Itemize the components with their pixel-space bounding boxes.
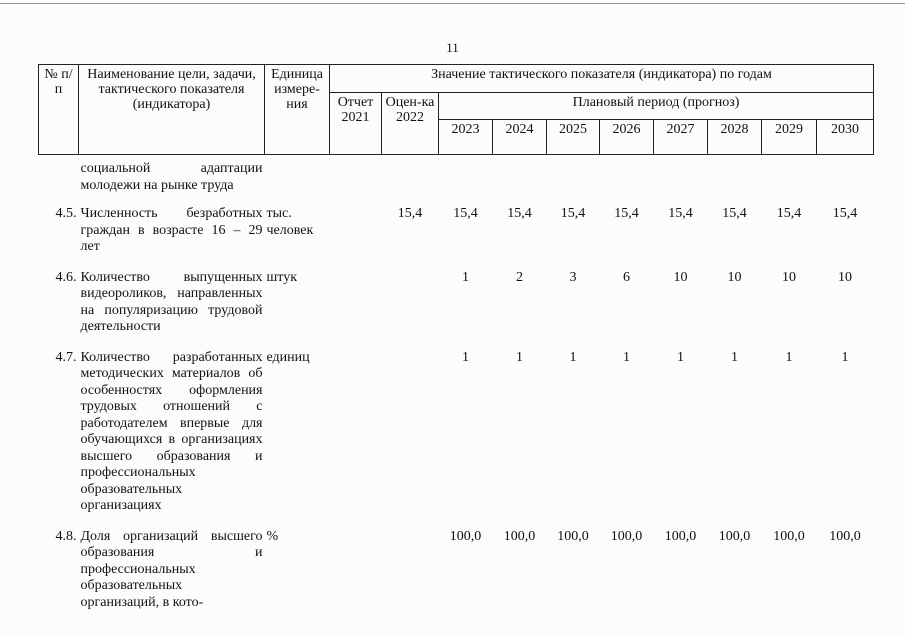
- table-row-continuation: [39, 155, 874, 207]
- header-year: 2028: [708, 120, 762, 155]
- report-2021-cell: [330, 529, 382, 626]
- header-year: 2024: [493, 120, 547, 155]
- value-cell: 1: [785, 349, 793, 365]
- value-cell: 1: [462, 349, 469, 365]
- value-cell: 1: [731, 349, 738, 365]
- value-cell: 10: [727, 269, 742, 285]
- table-row: [39, 206, 874, 270]
- row-number: 4.6.: [55, 269, 77, 285]
- header-estimate: Оцен-ка 2022: [382, 93, 439, 155]
- table-row: [39, 529, 874, 626]
- indicator-name: социальной адаптации молодежи на рынке труда: [80, 161, 263, 193]
- table-body: [39, 155, 874, 626]
- header-num: № п/п: [39, 65, 79, 155]
- header-plan: Плановый период (прогноз): [439, 93, 874, 120]
- header-report: Отчет 2021: [330, 93, 382, 155]
- value-cell: 100,0: [718, 528, 751, 544]
- table-row: [39, 350, 874, 529]
- estimate-2022-cell: [382, 270, 439, 350]
- table-header: [39, 65, 874, 155]
- estimate-2022-cell: [382, 350, 439, 529]
- value-cell: 15,4: [832, 206, 858, 221]
- indicator-table: [38, 64, 874, 625]
- header-unit: Единица измере-ния: [265, 65, 330, 155]
- table-row: [39, 270, 874, 350]
- value-cell: 100,0: [829, 528, 861, 544]
- value-cell: 1: [841, 349, 849, 365]
- value-cell: 10: [838, 269, 852, 285]
- scan-top-edge: [0, 3, 905, 4]
- indicator-name: Количество разработанных методических материалов об особенностях оформления трудовых отношений с работодателем впервые для обучающихся в организациях высшего образования и профессиональных образовательных организациях: [80, 349, 263, 513]
- value-cell: 15,4: [668, 206, 693, 221]
- value-cell: 10: [673, 269, 688, 285]
- header-year: 2029: [762, 120, 817, 155]
- value-cell: 100,0: [503, 528, 536, 544]
- value-cell: 100,0: [773, 528, 805, 544]
- value-cell: 100,0: [610, 528, 643, 544]
- value-cell: 15,4: [722, 206, 747, 221]
- value-cell: 100,0: [449, 528, 482, 544]
- value-cell: 100,0: [664, 528, 697, 544]
- report-2021-cell: [330, 206, 382, 270]
- header-year: 2026: [600, 120, 654, 155]
- unit-cell: %: [266, 528, 279, 544]
- row-number: 4.5.: [55, 206, 77, 221]
- unit-cell: единиц: [266, 349, 310, 365]
- unit-cell: тыс. человек: [266, 206, 314, 238]
- value-cell: 2: [516, 269, 523, 285]
- report-2021-cell: [330, 350, 382, 529]
- header-name: Наименование цели, задачи, тактического показателя (индикатора): [79, 65, 265, 155]
- value-cell: 15,4: [614, 206, 639, 221]
- header-year: 2030: [817, 120, 874, 155]
- unit-cell: штук: [266, 269, 298, 285]
- header-group: Значение тактического показателя (индикатора) по годам: [330, 65, 874, 93]
- header-year: 2023: [439, 120, 493, 155]
- header-year: 2027: [654, 120, 708, 155]
- value-cell: 15,4: [507, 206, 532, 221]
- report-2021-cell: [330, 270, 382, 350]
- value-cell: 3: [569, 269, 577, 285]
- value-cell: 15,4: [453, 206, 478, 221]
- value-cell: 6: [623, 269, 630, 285]
- row-number: 4.8.: [55, 528, 77, 544]
- value-cell: 10: [782, 269, 796, 285]
- value-cell: 15,4: [776, 206, 802, 221]
- indicator-name: Численность безработных граждан в возрасте 16 – 29 лет: [80, 206, 263, 254]
- row-number: 4.7.: [55, 349, 77, 365]
- estimate-2022-cell: 15,4: [397, 206, 423, 221]
- indicator-name: Доля организаций высшего образования и профессиональных образовательных организаций, в кото-: [80, 528, 263, 610]
- value-cell: 1: [462, 269, 469, 285]
- value-cell: 1: [623, 349, 630, 365]
- value-cell: 1: [516, 349, 523, 365]
- page-number: 11: [446, 40, 459, 55]
- value-cell: 100,0: [557, 528, 589, 544]
- value-cell: 15,4: [560, 206, 586, 221]
- header-year: 2025: [547, 120, 600, 155]
- value-cell: 1: [677, 349, 684, 365]
- estimate-2022-cell: [382, 529, 439, 626]
- indicator-name: Количество выпущенных видеороликов, направленных на популяризацию трудовой деятельности: [80, 269, 263, 334]
- value-cell: 1: [569, 349, 577, 365]
